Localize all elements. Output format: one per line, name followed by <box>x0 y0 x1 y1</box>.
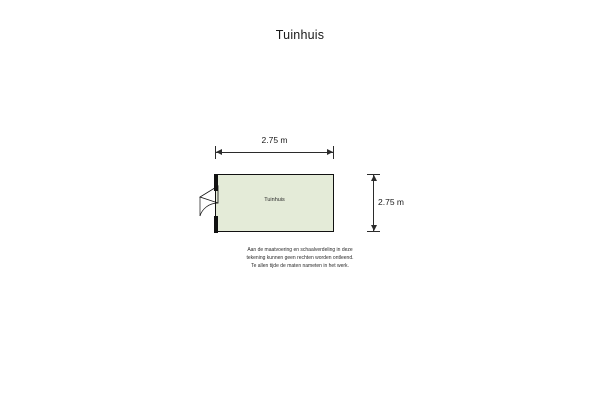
disclaimer-line-1: Aan de maatvoering en schaalverdeling in deze <box>247 247 353 253</box>
dimension-line-width <box>215 152 334 153</box>
dimension-arrow-left-icon <box>216 149 222 155</box>
dimension-tick-bottom <box>367 231 380 232</box>
dimension-line-height <box>373 174 374 232</box>
dimension-arrow-down-icon <box>371 225 377 231</box>
dimension-arrow-right-icon <box>327 149 333 155</box>
disclaimer-text <box>195 247 405 270</box>
dimension-tick-right <box>333 146 334 159</box>
dimension-label-width: 2.75 m <box>261 135 288 145</box>
disclaimer-line-3: Te allen tijde de maten nameten in het werk. <box>251 262 349 269</box>
dimension-arrow-up-icon <box>371 175 377 181</box>
disclaimer-line-2: tekening kunnen geen rechten worden ontleend. <box>246 254 354 261</box>
room-outline <box>215 174 334 232</box>
page-title: Tuinhuis <box>275 28 325 42</box>
door-swing-icon <box>195 185 221 221</box>
room-label: Tuinhuis <box>264 197 285 203</box>
dimension-label-height: 2.75 m <box>378 197 404 207</box>
